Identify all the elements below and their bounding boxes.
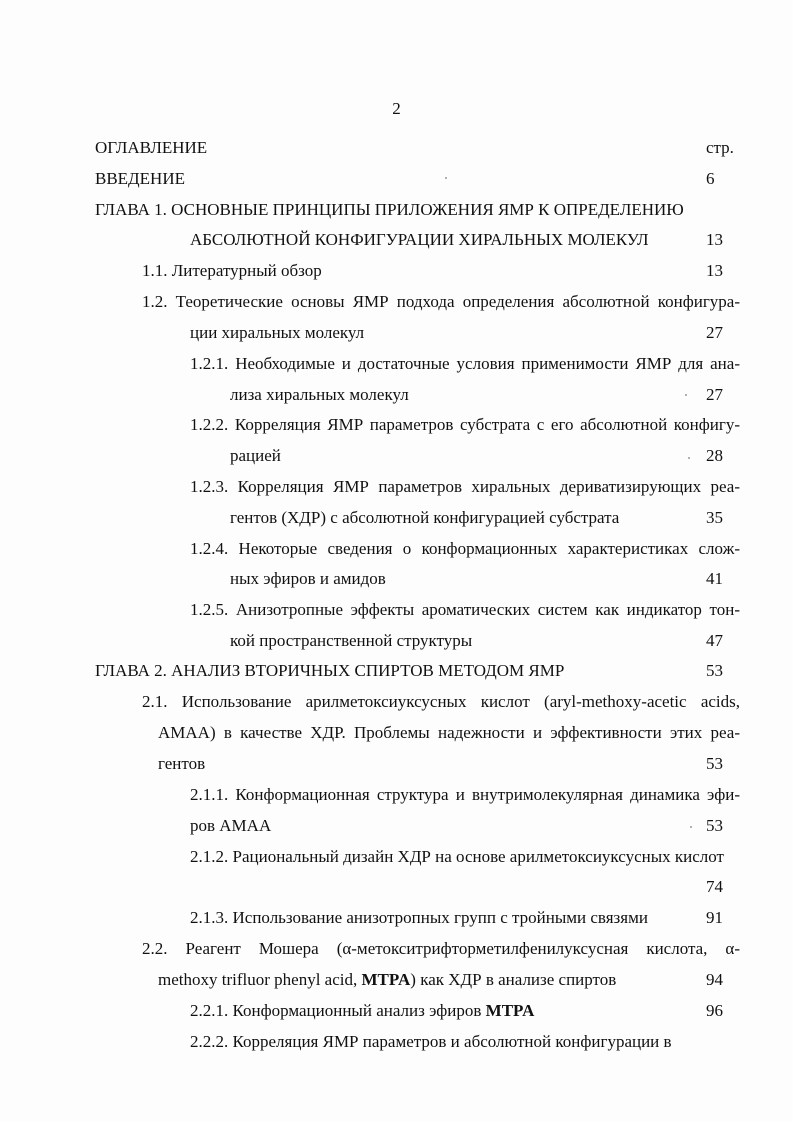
toc-s2-1-3-page: 91 — [706, 908, 723, 927]
toc-s2-1-line3: гентов — [158, 754, 206, 773]
toc-chapter2-page: 53 — [706, 661, 723, 680]
toc-s2-2-1-line1-pre: 2.2.1. Конформационный анализ эфиров — [190, 1001, 486, 1020]
toc-s1-2-1-page: 27 — [706, 385, 723, 404]
page-number: 2 — [392, 99, 401, 118]
toc-s1-2-line1: 1.2. Теоретические основы ЯМР подхода определения абсолютной конфигура- — [142, 292, 740, 311]
toc-s1-2-line2: ции хиральных молекул — [190, 323, 365, 342]
toc-s2-2-line2-pre: methoxy trifluor phenyl acid, — [158, 970, 362, 989]
toc-s1-2-3-page: 35 — [706, 508, 723, 527]
toc-s1-2-5-line1: 1.2.5. Анизотропные эффекты ароматических систем как индикатор тон- — [190, 600, 740, 619]
toc-s1-2-page: 27 — [706, 323, 723, 342]
toc-header-page-label: стр. — [706, 138, 734, 157]
toc-s1-2-5-line2: кой пространственной структуры — [230, 631, 473, 650]
toc-s2-2-1-line1 — [190, 1000, 534, 1022]
toc-s2-1-3-line1: 2.1.3. Использование анизотропных групп с тройными связями — [190, 908, 648, 927]
toc-s1-2-2-page: 28 — [706, 446, 723, 465]
toc-s2-1-line2: AMAA) в качестве ХДР. Проблемы надежности и эффективности этих реа- — [158, 723, 740, 742]
toc-s1-2-3-line2: гентов (ХДР) с абсолютной конфигурацией субстрата — [230, 508, 620, 527]
toc-chapter1-page: 13 — [706, 230, 723, 249]
toc-s2-1-1-page: 53 — [706, 816, 723, 835]
toc-chapter1-line2: АБСОЛЮТНОЙ КОНФИГУРАЦИИ ХИРАЛЬНЫХ МОЛЕКУЛ — [190, 230, 649, 249]
toc-s2-1-line1: 2.1. Использование арилметоксиуксусных кислот (aryl-methoxy-acetic acids, — [142, 692, 740, 711]
toc-chapter1-line1: ГЛАВА 1. ОСНОВНЫЕ ПРИНЦИПЫ ПРИЛОЖЕНИЯ ЯМР К ОПРЕДЕЛЕНИЮ — [95, 200, 684, 219]
scan-speck — [445, 177, 447, 179]
toc-s1-2-5-page: 47 — [706, 631, 723, 650]
toc-s2-2-line2-bold: MTPA — [361, 970, 411, 989]
toc-s2-1-1-line1: 2.1.1. Конформационная структура и внутримолекулярная динамика эфи- — [190, 785, 740, 804]
toc-s1-2-1-line1: 1.2.1. Необходимые и достаточные условия применимости ЯМР для ана- — [190, 354, 740, 373]
toc-s2-1-1-line2: ров AMAA — [190, 816, 272, 835]
scan-speck — [690, 826, 692, 828]
toc-s2-2-line2-post: ) как ХДР в анализе спиртов — [410, 970, 617, 989]
toc-s1-2-4-line2: ных эфиров и амидов — [230, 569, 386, 588]
toc-s1-2-3-line1: 1.2.3. Корреляция ЯМР параметров хиральных дериватизирующих реа- — [190, 477, 740, 496]
toc-s1-2-1-line2: лиза хиральных молекул — [230, 385, 409, 404]
scan-speck — [688, 457, 690, 459]
toc-intro-title: ВВЕДЕНИЕ — [95, 169, 185, 188]
toc-intro-page: 6 — [706, 169, 715, 188]
toc-s2-2-2-line1: 2.2.2. Корреляция ЯМР параметров и абсолютной конфигурации в — [190, 1032, 672, 1051]
toc-s1-1-title: 1.1. Литературный обзор — [142, 261, 322, 280]
toc-s2-2-1-line1-bold: MTPA — [485, 1001, 535, 1020]
toc-s1-2-2-line2: рацией — [230, 446, 281, 465]
scan-speck — [685, 394, 687, 396]
toc-s2-1-page: 53 — [706, 754, 723, 773]
toc-s2-1-2-line1: 2.1.2. Рациональный дизайн ХДР на основе арилметоксиуксусных кислот — [190, 847, 724, 866]
toc-s2-2-line1: 2.2. Реагент Мошера (α-метокситрифторметилфенилуксусная кислота, α- — [142, 939, 740, 958]
toc-s1-2-4-line1: 1.2.4. Некоторые сведения о конформационных характеристиках слож- — [190, 539, 740, 558]
toc-chapter2-title: ГЛАВА 2. АНАЛИЗ ВТОРИЧНЫХ СПИРТОВ МЕТОДОМ ЯМР — [95, 661, 565, 680]
toc-s2-2-line2 — [158, 969, 616, 991]
toc-s1-2-2-line1: 1.2.2. Корреляция ЯМР параметров субстрата с его абсолютной конфигу- — [190, 415, 740, 434]
toc-s2-1-2-page: 74 — [706, 877, 723, 896]
toc-header-title: ОГЛАВЛЕНИЕ — [95, 138, 208, 157]
toc-s1-1-page: 13 — [706, 261, 723, 280]
toc-s1-2-4-page: 41 — [706, 569, 723, 588]
toc-s2-2-1-page: 96 — [706, 1001, 723, 1020]
toc-s2-2-page: 94 — [706, 970, 723, 989]
